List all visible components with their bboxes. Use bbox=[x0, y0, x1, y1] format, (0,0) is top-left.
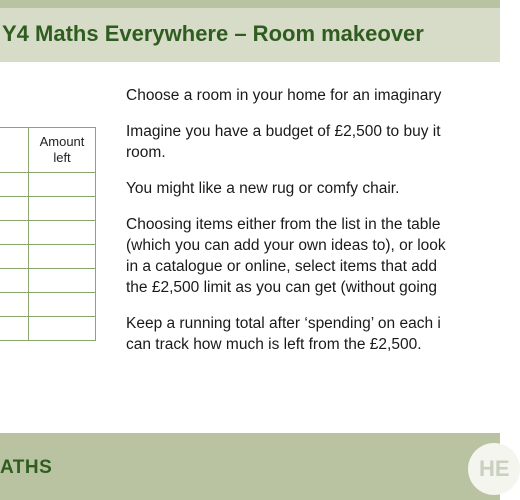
table-row bbox=[0, 245, 96, 269]
instruction-line: in a catalogue or online, select items that add bbox=[126, 258, 438, 275]
instruction-line: the £2,500 limit as you can get (without going bbox=[126, 279, 438, 296]
footer-subject-label: ATHS bbox=[0, 457, 53, 478]
column-header-cost bbox=[0, 128, 29, 173]
cost-cell[interactable] bbox=[0, 269, 29, 293]
table-row bbox=[0, 221, 96, 245]
budget-table-container bbox=[0, 127, 96, 341]
column-header-amount-left bbox=[29, 128, 96, 173]
instruction-line: room. bbox=[126, 144, 166, 161]
cost-cell[interactable] bbox=[0, 293, 29, 317]
instruction-line: Choose a room in your home for an imaginary bbox=[126, 87, 442, 104]
column-header-amount-left-line-1: Amount bbox=[39, 134, 85, 149]
amount-left-cell[interactable] bbox=[29, 197, 96, 221]
table-row bbox=[0, 197, 96, 221]
instruction-paragraph bbox=[126, 214, 500, 298]
amount-left-cell[interactable] bbox=[29, 221, 96, 245]
cost-cell[interactable] bbox=[0, 245, 29, 269]
footer-bar bbox=[0, 433, 510, 500]
table-row bbox=[0, 269, 96, 293]
instruction-line: can track how much is left from the £2,500. bbox=[126, 336, 422, 353]
logo bbox=[468, 443, 520, 495]
budget-table bbox=[0, 127, 96, 341]
instruction-paragraph bbox=[126, 121, 500, 163]
instruction-line: Imagine you have a budget of £2,500 to buy it bbox=[126, 123, 441, 140]
table-row bbox=[0, 317, 96, 341]
instruction-line: Choosing items either from the list in the table bbox=[126, 216, 441, 233]
instruction-paragraph bbox=[126, 178, 500, 199]
cost-cell[interactable] bbox=[0, 197, 29, 221]
table-header-row bbox=[0, 128, 96, 173]
page-title: Y4 Maths Everywhere – Room makeover bbox=[2, 21, 424, 46]
instruction-line: (which you can add your own ideas to), or look bbox=[126, 237, 446, 254]
instruction-line: Keep a running total after ‘spending’ on each i bbox=[126, 315, 441, 332]
cost-cell[interactable] bbox=[0, 173, 29, 197]
top-band bbox=[0, 0, 500, 8]
instruction-paragraph bbox=[126, 85, 500, 106]
amount-left-cell[interactable] bbox=[29, 245, 96, 269]
table-row bbox=[0, 293, 96, 317]
logo-text: HE bbox=[479, 456, 510, 481]
cost-cell[interactable] bbox=[0, 317, 29, 341]
instruction-line: You might like a new rug or comfy chair. bbox=[126, 180, 400, 197]
amount-left-cell[interactable] bbox=[29, 269, 96, 293]
amount-left-cell[interactable] bbox=[29, 173, 96, 197]
amount-left-cell[interactable] bbox=[29, 317, 96, 341]
table-row bbox=[0, 173, 96, 197]
instruction-paragraph bbox=[126, 313, 500, 355]
amount-left-cell[interactable] bbox=[29, 293, 96, 317]
title-bar bbox=[0, 8, 500, 62]
column-header-amount-left-line-2: left bbox=[53, 150, 71, 165]
instructions bbox=[126, 85, 500, 370]
cost-cell[interactable] bbox=[0, 221, 29, 245]
